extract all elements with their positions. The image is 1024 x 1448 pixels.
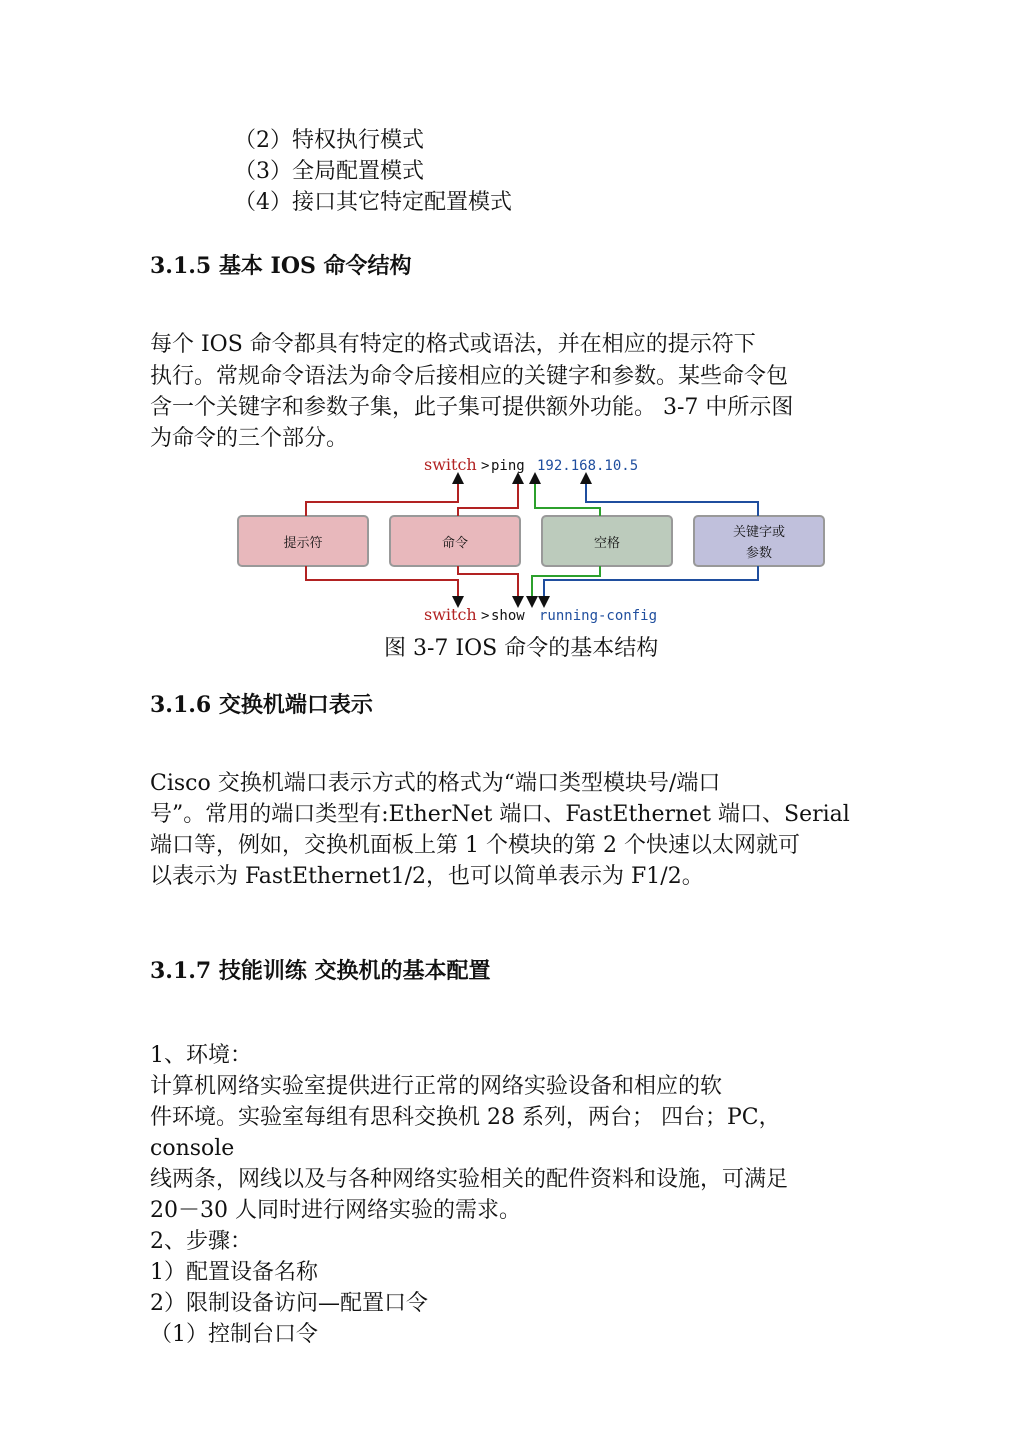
paragraph-line: 执行。常规命令语法为命令后接相应的关键字和参数。某些命令包 [150, 364, 789, 389]
command-connector-top [458, 478, 518, 516]
space-box-label: 空格 [593, 536, 621, 551]
keyword-connector-top [586, 478, 758, 516]
paragraph-line: Cisco 交换机端口表示方式的格式为“端口类型模块号/端口 [150, 771, 721, 796]
paragraph-line: 每个 IOS 命令都具有特定的格式或语法，并在相应的提示符下 [150, 332, 756, 357]
paragraph-line: 以表示为 FastEthernet1/2，也可以简单表示为 F1/2。 [150, 864, 704, 889]
steps-title: 2、步骤： [150, 1229, 252, 1254]
keyword-box-label-1: 关键字或 [732, 525, 786, 540]
bottom-command-text: show [491, 608, 525, 624]
section-heading-317: 3.1.7 技能训练 交换机的基本配置 [150, 958, 491, 984]
paragraph-line: 计算机网络实验室提供进行正常的网络实验设备和相应的软 [150, 1074, 723, 1099]
prompt-connector-top [306, 478, 458, 516]
command-connector-bottom [458, 566, 518, 602]
bottom-gt-text: > [481, 608, 490, 624]
paragraph-line: 件环境。实验室每组有思科交换机 28 系列，两台； 四台；PC， [150, 1105, 781, 1130]
top-command-text: ping [491, 458, 525, 474]
paragraph-line: 含一个关键字和参数子集，此子集可提供额外功能。 3-7 中所示图 [150, 395, 794, 420]
prompt-connector-bottom [306, 566, 458, 602]
environment-title: 1、环境： [150, 1043, 252, 1068]
step-item: （1）控制台口令 [150, 1322, 318, 1347]
keyword-box-label-2: 参数 [745, 546, 773, 561]
prompt-box-label: 提示符 [283, 536, 323, 551]
paragraph-line: 为命令的三个部分。 [150, 426, 349, 451]
step-item: 1）配置设备名称 [150, 1260, 318, 1285]
bottom-arg-text: running-config [539, 608, 658, 624]
mode-item: （3）全局配置模式 [234, 159, 424, 184]
paragraph-line: console [150, 1136, 235, 1161]
paragraph-line: 端口等，例如，交换机面板上第 1 个模块的第 2 个快速以太网就可 [150, 833, 800, 858]
mode-item: （4）接口其它特定配置模式 [234, 190, 512, 215]
keyword-connector-bottom [544, 566, 758, 602]
mode-item: （2）特权执行模式 [234, 128, 424, 153]
command-box-label: 命令 [441, 536, 469, 551]
bottom-prompt-text: switch [424, 605, 477, 624]
paragraph-line: 线两条，网线以及与各种网络实验相关的配件资料和设施，可满足 [150, 1167, 789, 1192]
figure-caption: 图 3-7 IOS 命令的基本结构 [384, 636, 659, 661]
step-item: 2）限制设备访问—配置口令 [150, 1291, 428, 1316]
space-connector-top [535, 478, 600, 516]
top-gt-text: > [481, 458, 490, 474]
ios-command-structure-diagram [232, 452, 832, 628]
top-arg-text: 192.168.10.5 [537, 458, 639, 474]
paragraph-line: 20－30 人同时进行网络实验的需求。 [150, 1198, 521, 1223]
top-prompt-text: switch [424, 455, 477, 474]
section-heading-315: 3.1.5 基本 IOS 命令结构 [150, 253, 412, 279]
space-connector-bottom [532, 566, 600, 602]
paragraph-line: 号”。常用的端口类型有:EtherNet 端口、FastEthernet 端口、Serial [150, 802, 850, 827]
section-heading-316: 3.1.6 交换机端口表示 [150, 692, 373, 718]
